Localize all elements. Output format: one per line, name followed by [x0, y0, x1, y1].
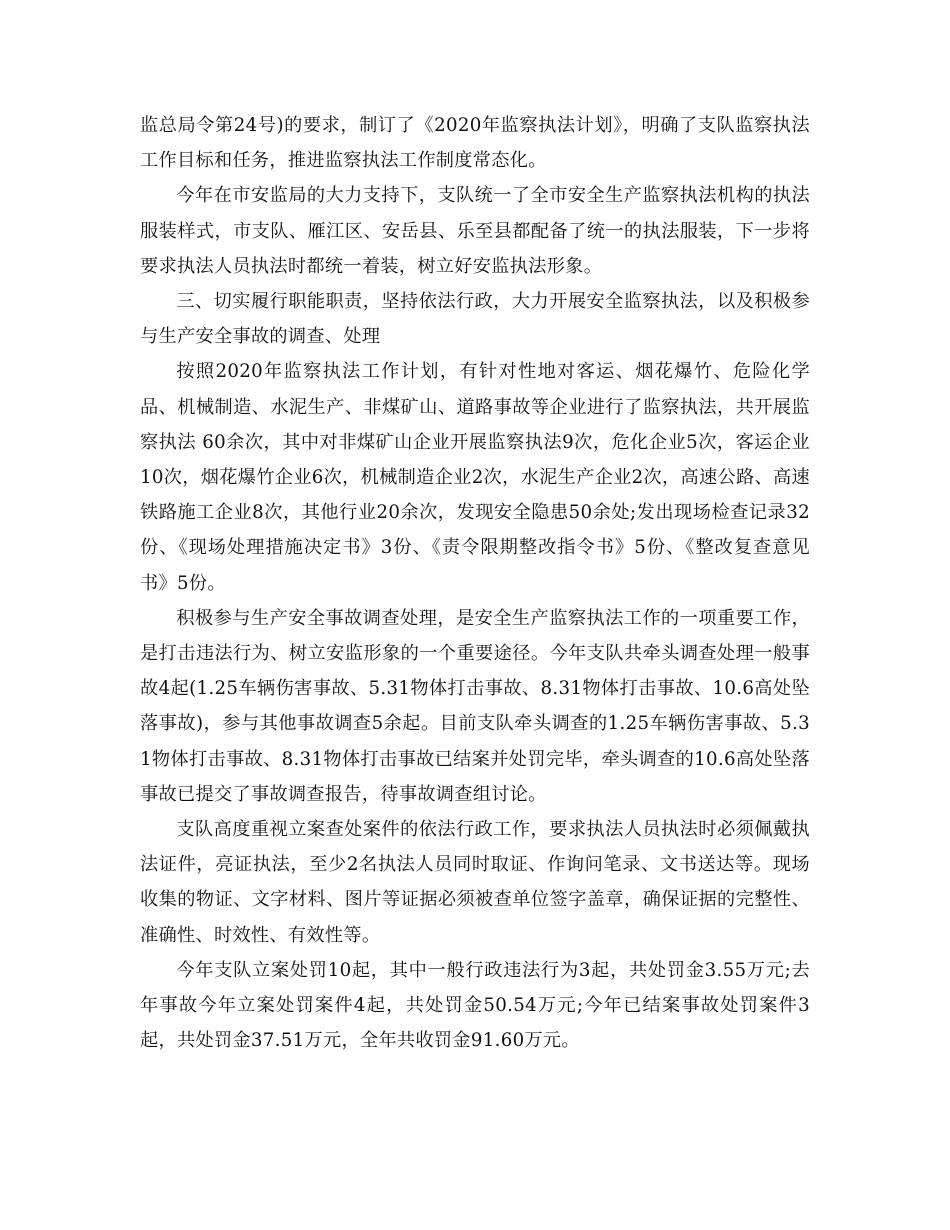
- paragraph-accident-investigation: 积极参与生产安全事故调查处理，是安全生产监察执法工作的一项重要工作，是打击违法行为、树立安监形象的一个重要途径。今年支队共牵头调查处理一般事故4起(1.25车辆伤害事故、5.31物体打击事故、8.31物体打击事故、10.6高处坠落事故)，参与其他事故调查5余起。目前支队牵头调查的1.25车辆伤害事故、5.31物体打击事故、8.31物体打击事故已结案并处罚完毕，牵头调查的10.6高处坠落事故已提交了事故调查报告，待事故调查组讨论。: [140, 607, 810, 805]
- paragraph-enforcement-plan: 按照2020年监察执法工作计划，有针对性地对客运、烟花爆竹、危险化学品、机械制造、水泥生产、非煤矿山、道路事故等企业进行了监察执法，共开展监察执法 60余次，其中对非煤矿山企业开展监察执法9次，危化企业5次，客运企业10次，烟花爆竹企业6次，机械制造企业2次，水泥生产企业2次，高速公路、高速铁路施工企业8次，其他行业20余次，发现安全隐患50余处;发出现场检查记录32份、《现场处理措施决定书》3份、《责令限期整改指令书》5份、《整改复查意见书》5份。: [140, 361, 810, 594]
- paragraph-penalties: 今年支队立案处罚10起，其中一般行政违法行为3起，共处罚金3.55万元;去年事故今年立案处罚案件4起，共处罚金50.54万元;今年已结案事故处罚案件3起，共处罚金37.51万元，全年共收罚金91.60万元。: [140, 959, 810, 1052]
- paragraph-continuation: 监总局令第24号)的要求，制订了《2020年监察执法计划》，明确了支队监察执法工作目标和任务，推进监察执法工作制度常态化。: [140, 115, 810, 172]
- paragraph-case-handling: 支队高度重视立案查处案件的依法行政工作，要求执法人员执法时必须佩戴执法证件，亮证执法，至少2名执法人员同时取证、作询问笔录、文书送达等。现场收集的物证、文字材料、图片等证据必须被查单位签字盖章，确保证据的完整性、准确性、时效性、有效性等。: [140, 819, 810, 946]
- paragraph-uniform: 今年在市安监局的大力支持下，支队统一了全市安全生产监察执法机构的执法服装样式，市支队、雁江区、安岳县、乐至县都配备了统一的执法服装，下一步将要求执法人员执法时都统一着装，树立好安监执法形象。: [140, 185, 810, 277]
- section-heading-three: 三、切实履行职能职责，坚持依法行政，大力开展安全监察执法，以及积极参与生产安全事故的调查、处理: [140, 291, 810, 348]
